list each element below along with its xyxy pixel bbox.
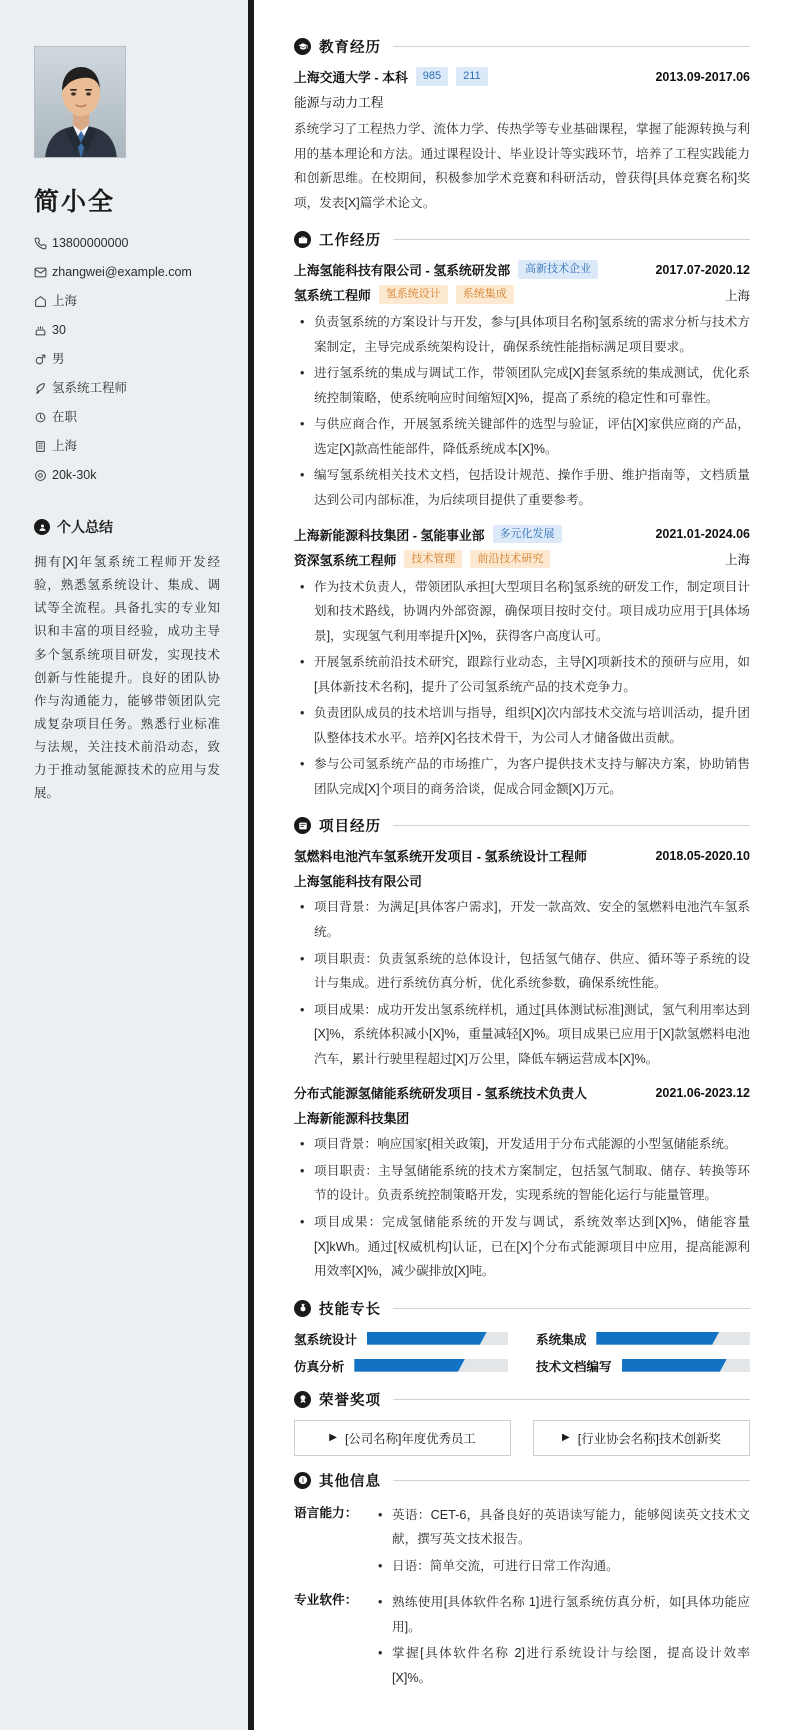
list-item: • 与供应商合作，开展氢系统关键部件的选型与验证，评估[X]家供应商的产品，选定[X]款高性能部件，降低系统成本[X]%。	[294, 412, 750, 461]
gender-icon	[34, 353, 52, 366]
education-heading	[294, 36, 750, 57]
contact-city-value: 上海	[52, 294, 78, 308]
list-item: • 编写氢系统相关技术文档，包括设计规范、操作手册、维护指南等，文档质量达到公司内部标准，为后续项目提供了重要参考。	[294, 463, 750, 512]
work-role-tag-1: 氢系统设计	[379, 285, 448, 304]
other-info-bullets	[372, 1590, 750, 1690]
work-company: 上海氢能科技有限公司 - 氢系统研发部	[294, 263, 511, 279]
skill-item	[536, 1329, 750, 1348]
heading-rule	[393, 46, 750, 47]
phone-icon	[34, 237, 52, 250]
project-date: 2018.05-2020.10	[655, 848, 750, 863]
status-icon	[34, 411, 52, 424]
skill-item	[536, 1356, 750, 1375]
skill-bar-fill	[367, 1332, 487, 1345]
other-info-body	[372, 1588, 750, 1694]
salary-icon	[34, 469, 52, 482]
awards-title: 荣誉奖项	[319, 1392, 381, 1409]
list-item: • 负责团队成员的技术培训与指导，组织[X]次内部技术交流与培训活动，提升团队整体技术水平。培养[X]名技术骨干，为公司人才储备做出贡献。	[294, 701, 750, 750]
list-item: • 负责氢系统的方案设计与开发，参与[具体项目名称]氢系统的需求分析与技术方案制定，主导完成系统架构设计，确保系统性能指标满足项目要求。	[294, 310, 750, 359]
other-info-body	[372, 1501, 750, 1583]
list-item: • 项目职责：主导氢储能系统的技术方案制定，包括氢气制取、储存、转换等环节的设计。负责系统控制策略开发，实现系统的智能化运行与能量管理。	[294, 1159, 750, 1208]
award-chip	[294, 1420, 511, 1456]
list-item: • 熟练使用[具体软件名称 1]进行氢系统仿真分析，如[具体功能应用]。	[372, 1590, 750, 1639]
education-date: 2013.09-2017.06	[655, 69, 750, 84]
contact-list	[34, 236, 220, 483]
work-role-row	[294, 550, 750, 569]
list-item: • 项目成果：成功开发出氢系统样机，通过[具体测试标准]测试，氢气利用率达到[X]%，系统体积减小[X]%，重量减轻[X]%。项目成果已应用于[X]款氢燃料电池汽车，累计行驶里程超过[X]万公里，降低车辆运营成本[X]%。	[294, 998, 750, 1072]
list-item: • 项目成果：完成氢储能系统的开发与调试，系统效率达到[X]%，储能容量[X]kWh。通过[权威机构]认证，已在[X]个分布式能源项目中应用，提高能源利用效率[X]%，减少碳排放[X]吨。	[294, 1210, 750, 1284]
award-icon	[294, 1391, 311, 1408]
contact-workplace-value: 上海	[52, 439, 78, 453]
skills-title: 技能专长	[319, 1301, 381, 1318]
work-company-row	[294, 260, 750, 279]
skill-bar	[596, 1332, 750, 1345]
contact-phone	[34, 236, 220, 251]
other-info-label: 专业软件：	[294, 1593, 358, 1608]
skill-bar-fill	[354, 1359, 465, 1372]
work-role-tag-2: 前沿技术研究	[470, 550, 550, 569]
work-location: 上海	[724, 553, 750, 568]
awards-heading	[294, 1389, 750, 1410]
education-entry-row	[294, 67, 750, 86]
info-icon	[294, 1472, 311, 1489]
work-company: 上海新能源科技集团 - 氢能事业部	[294, 527, 485, 543]
heading-rule	[393, 239, 750, 240]
sidebar	[0, 0, 248, 1730]
education-tag-211: 211	[456, 67, 488, 86]
skill-bar	[622, 1359, 750, 1372]
contact-email-value: zhangwei@example.com	[52, 265, 192, 279]
contact-position	[34, 381, 220, 396]
work-role-tag-2: 系统集成	[456, 285, 514, 304]
project-title: 分布式能源氢储能系统研发项目 - 氢系统技术负责人	[294, 1086, 587, 1102]
skill-name: 技术文档编写	[536, 1359, 612, 1374]
work-role-row	[294, 285, 750, 304]
list-item: • 日语：简单交流，可进行日常工作沟通。	[372, 1554, 750, 1579]
building-icon	[34, 440, 52, 453]
summary-title: 个人总结	[57, 519, 113, 535]
list-item: • 项目背景：为满足[具体客户需求]，开发一款高效、安全的氢燃料电池汽车氢系统。	[294, 895, 750, 944]
work-role-tag-1: 技术管理	[404, 550, 462, 569]
other-info-row	[294, 1501, 750, 1583]
project-date: 2021.06-2023.12	[655, 1085, 750, 1100]
work-role: 氢系统工程师	[294, 288, 371, 304]
other-info-label: 语言能力：	[294, 1505, 358, 1520]
list-item: • 开展氢系统前沿技术研究，跟踪行业动态，主导[X]项新技术的预研与应用，如[具体新技术名称]，提升了公司氢系统产品的技术竞争力。	[294, 650, 750, 699]
person-badge-icon	[34, 519, 50, 535]
other-info-row	[294, 1588, 750, 1694]
other-info-title: 其他信息	[319, 1473, 381, 1490]
work-heading	[294, 229, 750, 250]
contact-status-value: 在职	[52, 410, 78, 424]
other-info-bullets	[372, 1503, 750, 1579]
work-company-tag: 高新技术企业	[518, 260, 598, 279]
contact-email	[34, 265, 220, 280]
list-item: • 参与公司氢系统产品的市场推广，为客户提供技术支持与解决方案，协助销售团队完成[X]个项目的商务洽谈，促成合同金额[X]万元。	[294, 752, 750, 801]
awards-row	[294, 1420, 750, 1456]
education-tag-985: 985	[416, 67, 448, 86]
work-bullets	[294, 575, 750, 802]
heading-rule	[393, 1480, 750, 1481]
section-awards	[294, 1389, 750, 1456]
heading-rule	[393, 1399, 750, 1400]
contact-salary-value: 20k-30k	[52, 468, 97, 482]
award-label: [公司名称]年度优秀员工	[344, 1431, 476, 1446]
section-other-info	[294, 1470, 750, 1695]
work-location: 上海	[724, 288, 750, 303]
project-icon	[294, 817, 311, 834]
projects-title: 项目经历	[319, 819, 381, 836]
briefcase-icon	[294, 231, 311, 248]
education-major: 能源与动力工程	[294, 95, 384, 110]
avatar	[34, 46, 126, 158]
summary-text: 拥有[X]年氢系统工程师开发经验，熟悉氢系统设计、集成、调试等全流程。具备扎实的专业知识和丰富的项目经验，成功主导多个氢系统项目研发，实现技术创新与性能提升。良好的团队协作与沟通能力，能够带领团队完成复杂项目任务。熟悉行业标准与法规，关注技术前沿动态，致力于推动氢能源技术的应用与发展。	[34, 555, 220, 801]
list-item: • 掌握[具体软件名称 2]进行系统设计与绘图，提高设计效率[X]%。	[372, 1641, 750, 1690]
list-item: • 作为技术负责人，带领团队承担[大型项目名称]氢系统的研发工作，制定项目计划和技术路线，协调内外部资源，确保项目按时交付。项目成功应用于[具体场景]，实现氢气利用率提升[X]%，获得客户高度认可。	[294, 575, 750, 649]
section-education	[294, 36, 750, 215]
project-org: 上海新能源科技集团	[294, 1111, 410, 1127]
project-bullets	[294, 895, 750, 1071]
education-description: 系统学习了工程热力学、流体力学、传热学等专业基础课程，掌握了能源转换与利用的基本理论和方法。通过课程设计、毕业设计等实践环节，培养了工程实践能力和创新思维。在校期间，积极参加学术竞赛和科研活动，曾获得[具体竞赛名称]奖项，发表[X]篇学术论文。	[294, 122, 750, 210]
skills-heading	[294, 1298, 750, 1319]
summary-heading	[34, 517, 220, 537]
section-projects	[294, 815, 750, 1283]
skill-item	[294, 1329, 508, 1348]
project-bullets	[294, 1132, 750, 1283]
candidate-name: 简小全	[34, 188, 116, 216]
award-label: [行业协会名称]技术创新奖	[577, 1431, 721, 1446]
work-role: 资深氢系统工程师	[294, 552, 397, 568]
heading-rule	[393, 1308, 750, 1309]
contact-position-value: 氢系统工程师	[52, 381, 128, 395]
projects-heading	[294, 815, 750, 836]
other-info-heading	[294, 1470, 750, 1491]
play-triangle-icon: ▶	[562, 1432, 570, 1444]
skill-name: 氢系统设计	[294, 1332, 357, 1347]
rocket-icon	[34, 382, 52, 395]
work-date: 2017.07-2020.12	[655, 262, 750, 277]
skill-name: 系统集成	[536, 1332, 587, 1347]
section-work	[294, 229, 750, 801]
education-major-row	[294, 92, 750, 111]
play-triangle-icon: ▶	[329, 1432, 337, 1444]
education-entry	[294, 67, 750, 215]
list-item: • 英语：CET-6，具备良好的英语读写能力，能够阅读英文技术文献，撰写英文技术报告。	[372, 1503, 750, 1552]
skill-name: 仿真分析	[294, 1359, 345, 1374]
work-company-tag: 多元化发展	[493, 525, 562, 544]
graduation-icon	[294, 38, 311, 55]
skill-bar-fill	[622, 1359, 727, 1372]
project-org: 上海氢能科技有限公司	[294, 874, 422, 890]
list-item: • 项目职责：负责氢系统的总体设计，包括氢气储存、供应、循环等子系统的设计与集成。进行系统仿真分析，优化系统参数，确保系统性能。	[294, 947, 750, 996]
contact-phone-value: 13800000000	[52, 236, 129, 250]
heading-rule	[393, 825, 750, 826]
home-icon	[34, 295, 52, 308]
main-content	[254, 0, 794, 1730]
contact-workplace	[34, 439, 220, 454]
work-date: 2021.01-2024.06	[655, 527, 750, 542]
work-bullets	[294, 310, 750, 512]
work-item	[294, 525, 750, 802]
project-item	[294, 1083, 750, 1283]
list-item: • 项目背景：响应国家[相关政策]，开发适用于分布式能源的小型氢储能系统。	[294, 1132, 750, 1157]
skill-bar	[367, 1332, 508, 1345]
section-skills	[294, 1298, 750, 1375]
list-item: • 进行氢系统的集成与调试工作，带领团队完成[X]套氢系统的集成测试，优化系统控制策略，使系统响应时间缩短[X]%，提高了系统的稳定性和可靠性。	[294, 361, 750, 410]
education-title: 教育经历	[319, 40, 381, 56]
skill-bar	[354, 1359, 508, 1372]
contact-age-value: 30	[52, 323, 66, 337]
skills-grid	[294, 1329, 750, 1375]
cake-icon	[34, 324, 52, 337]
contact-age	[34, 323, 220, 338]
contact-status	[34, 410, 220, 425]
project-title-row	[294, 846, 750, 865]
award-chip	[533, 1420, 750, 1456]
work-title: 工作经历	[319, 233, 381, 250]
contact-salary	[34, 468, 220, 483]
work-item	[294, 260, 750, 512]
contact-city	[34, 294, 220, 309]
skill-item	[294, 1356, 508, 1375]
project-title: 氢燃料电池汽车氢系统开发项目 - 氢系统设计工程师	[294, 849, 587, 865]
project-title-row	[294, 1083, 750, 1102]
skill-bar-fill	[596, 1332, 719, 1345]
contact-gender-value: 男	[52, 352, 65, 366]
work-company-row	[294, 525, 750, 544]
education-school: 上海交通大学 - 本科	[294, 70, 408, 85]
mail-icon	[34, 266, 52, 279]
project-item	[294, 846, 750, 1071]
contact-gender	[34, 352, 220, 367]
medal-icon	[294, 1300, 311, 1317]
